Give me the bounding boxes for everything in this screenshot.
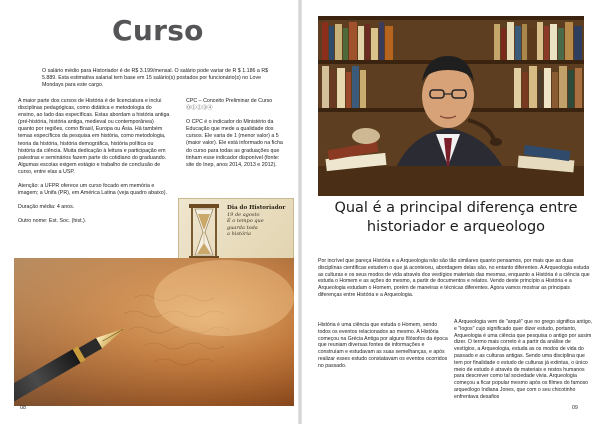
fountain-pen-photo (14, 258, 294, 406)
hourglass-card-line: guarda toda (227, 224, 258, 231)
hourglass-card-heading: Dia do Historiador (227, 205, 286, 211)
page-number: 09 (571, 405, 578, 411)
cpc-column (186, 98, 286, 176)
history-column: História é uma ciência que estuda o Homem, sendo todos os eventos relacionados ao mesmo. A História começou na Grécia Antiga por alguns filósofos da época que reuniam diversas fontes de informações e construíam e estudavam as suas semelhanças, e após realizar esses estudo constatavam os eventos ocorridos no passado. (318, 322, 448, 369)
right-page (302, 0, 600, 424)
attention-note: Atenção: a UFPR oferece um curso focado em memória e imagem; a Unifa (PR), em América Latina (veja quadro abaixo). (18, 183, 167, 197)
other-name-note: Outro nome: Est. Soc. (hist.). (18, 218, 87, 225)
hourglass-card-text (227, 205, 291, 238)
historian-portrait-photo (318, 16, 584, 196)
hourglass-card-line: É o tempo que (227, 218, 264, 225)
course-description-paragraph: A maior parte dos cursos de História é de licenciatura e inclui disciplinas pedagógicas, como didática e metodologia do ensino, ao lado das específicas. Estas abordam a história antiga (pré-história, história antiga, medieval ou contemporânea) quanto por regiões, como Brasil, Europa ou Ásia. Há também temas específicos da pesquisa em história, como metodologia, teoria da história, história demográfica, história política ou história da ciência. Muita dedicação à leitura e participação em palestras e seminários fazem parte do cotidiano do graduando. Algumas escolas exigem estágio e trabalho de conclusão de curso, entre elas a USP. (18, 98, 170, 175)
historian-portrait-illustration (318, 16, 584, 196)
hourglass-card-line: 19 de agosto (227, 211, 260, 218)
left-page (0, 0, 298, 424)
archaeology-column: A Arqueologia vem de "arquê" que no grego significa antigo, e "logos" cujo significado quer dizer estudo, portanto, Arqueologia é uma ciência que pesquisa o antigo por assim dizer. O termo mais correto é a partir da análise de vestígios, a Arqueologia, estuda as os modos de vida do passado e as culturas antigas. Sendo uma disciplina que tem por finalidade o estudo de culturas já extintas, o único meio de estudo é através de materiais e restos humanos para descrever como tal sociedade vivia. Arqueologia começou a ficar popular mesmo após os filmes do famoso arqueólogo Indiana Jones, que com o seu chicotinho enfrentava desafios (454, 319, 593, 400)
cpc-description: O CPC é o indicador do Ministério da Educação que mede a qualidade dos cursos. Ele varia de 1 (menor valor) a 5 (maior valor). Ele está informado na ficha do curso para todas as graduações que tinham esse indicador disponível (fonte: site do Inep, anos 2014, 2013 e 2012). (186, 119, 283, 168)
course-description-column (18, 98, 170, 232)
duration-note: Duração média: 4 anos. (18, 204, 75, 211)
article-headline: Qual é a principal diferença entre historiador e arqueologo (334, 200, 578, 235)
hourglass-card (178, 198, 294, 264)
cpc-heading: CPC – Conceito Preliminar de Curso ⓪①②③④ (186, 98, 273, 112)
salary-intro: O salário médio para Historiador é de R$ 3.199/mensal. O salário pode variar de R $ 1.186 a R$ 5.889. Esta estimativa salarial tem base em 15 salário(s) postados por funcionário(s) no Love Mondays para este cargo. (42, 68, 269, 89)
page-number: 08 (20, 405, 27, 411)
fountain-pen-illustration (14, 258, 294, 406)
hourglass-card-line: a história (227, 231, 251, 238)
hourglass-icon (187, 203, 221, 261)
article-lead: Por incrível que pareça História e a Arqueologia não são tão similares quanto pensamos, por mais que as duas disciplinas científicas estudem o que já aconteceu, abordagem delas são, no entanto diferentes. A Arqueologia estuda as culturas e os seus modos de vida através dos vestígios materiais das mesmas, enquanto a História é a ciência que estuda o Homem e as ações do mesmo, a partir de documentos e relatos. Vendo deste princípio a História e a Arqueologia estudam o Homem, porém de maneiras e técnicas diferentes. Agora vamos mostrar as principais diferenças entre História e a Arqueologia. (318, 258, 590, 298)
page-title: Curso (112, 14, 204, 47)
